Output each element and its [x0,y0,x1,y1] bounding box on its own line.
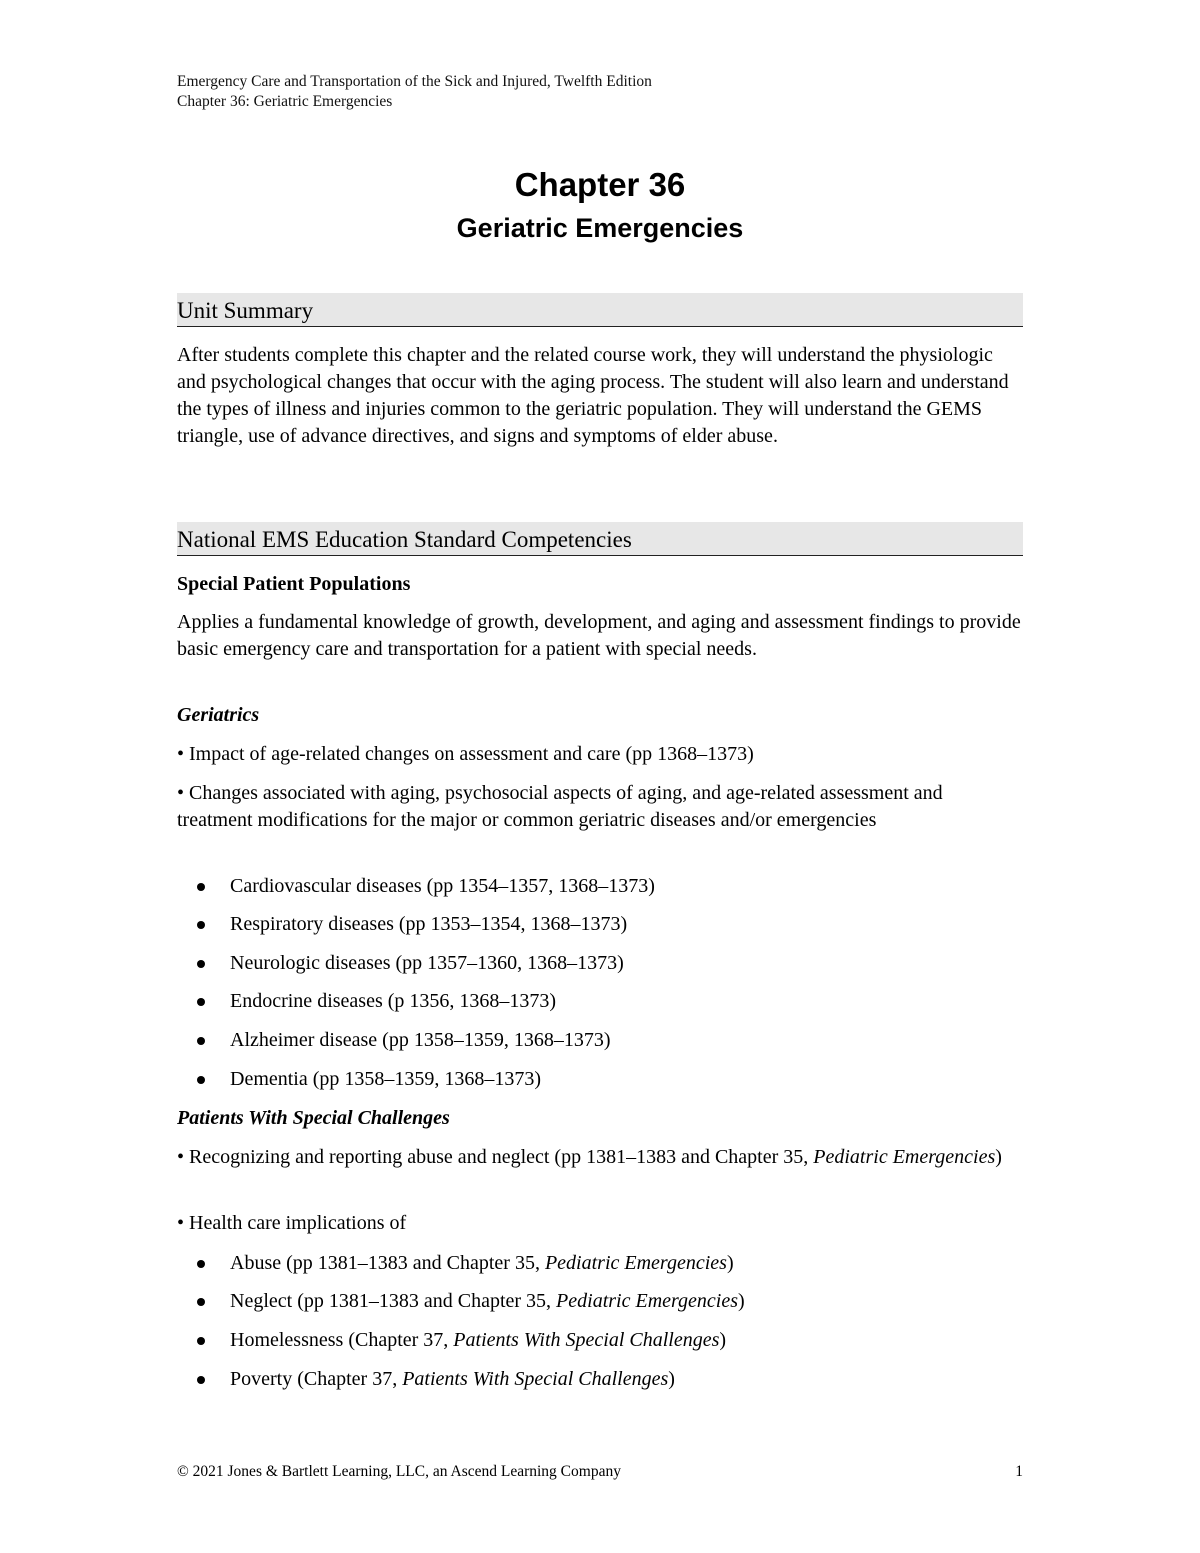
list-item-prefix: Poverty (Chapter 37, [230,1368,403,1390]
header-chapter: Chapter 36: Geriatric Emergencies [177,93,393,110]
list-item-suffix: ) [738,1290,745,1312]
bullet-dot-icon [197,1337,205,1345]
competencies-heading: National EMS Education Standard Competencies [177,522,1023,556]
special-populations-text: Applies a fundamental knowledge of growth, development, and aging and assessment findings to provide basic emergency care and transportation for a patient with special needs. [177,611,1021,660]
list-item-suffix: ) [668,1368,675,1390]
list-item-text [230,1327,726,1354]
bullet-dot-icon [197,883,205,891]
list-item-prefix: Homelessness (Chapter 37, [230,1329,454,1351]
list-item-prefix: Neglect (pp 1381–1383 and Chapter 35, [230,1290,557,1312]
list-item-text: Neurologic diseases (pp 1357–1360, 1368–1373) [230,952,624,974]
list-item-suffix: ) [726,1252,734,1274]
header-book-title: Emergency Care and Transportation of the Sick and Injured, Twelfth Edition [177,73,652,90]
list-item-text: Dementia (pp 1358–1359, 1368–1373) [230,1068,542,1090]
chapter-subtitle: Geriatric Emergencies [456,213,744,243]
special-populations-heading: Special Patient Populations [177,573,411,595]
bullet-dot-icon [197,921,205,929]
challenges-bullet-1-suffix: ) [995,1146,1002,1168]
list-item-text: Endocrine diseases (p 1356, 1368–1373) [230,990,557,1012]
list-item-prefix: Abuse (pp 1381–1383 and Chapter 35, [230,1252,545,1274]
list-item-suffix: ) [719,1329,727,1351]
list-item-italic: Patients With Special Challenges [453,1329,720,1351]
list-item-text: Alzheimer disease (pp 1358–1359, 1368–1373) [230,1029,611,1051]
list-item-text [230,1250,734,1277]
bullet-dot-icon [197,1037,205,1045]
bullet-dot-icon [197,998,205,1006]
document-page [177,0,1023,1553]
list-item-italic: Pediatric Emergencies [556,1290,739,1312]
challenges-bullet-2: • Health care implications of [177,1212,407,1234]
unit-summary-heading: Unit Summary [177,293,1023,327]
geriatrics-bullet-2: • Changes associated with aging, psychosocial aspects of aging, and age-related assessment and treatment modifications for the major or common geriatric diseases and/or emergencies [177,782,943,831]
list-item-italic: Patients With Special Challenges [402,1368,669,1390]
challenges-bullet-1-prefix: • Recognizing and reporting abuse and neglect (pp 1381–1383 and Chapter 35, [177,1146,814,1168]
unit-summary-text: After students complete this chapter and the related course work, they will understand the physiologic and psychological changes that occur with the aging process. The student will also learn and understand the types of illness and injuries common to the geriatric population. They will understand the GEMS triangle, use of advance directives, and signs and symptoms of elder abuse. [177,344,1009,447]
special-challenges-heading: Patients With Special Challenges [177,1107,450,1129]
list-item-text: Respiratory diseases (pp 1353–1354, 1368–1373) [230,913,628,935]
running-header [177,72,652,112]
copyright-notice: © 2021 Jones & Bartlett Learning, LLC, an Ascend Learning Company [177,1463,621,1480]
list-item-text: Cardiovascular diseases (pp 1354–1357, 1368–1373) [230,875,655,897]
list-item-italic: Pediatric Emergencies [544,1252,727,1274]
list-item-text [230,1366,675,1393]
bullet-dot-icon [197,960,205,968]
list-item-text [230,1288,745,1315]
challenges-bullet-1 [177,1144,1023,1171]
page-number: 1 [1015,1463,1023,1480]
geriatrics-heading: Geriatrics [177,704,260,726]
bullet-dot-icon [197,1076,205,1084]
challenges-bullet-1-italic: Pediatric Emergencies [813,1146,996,1168]
geriatrics-bullet-1: • Impact of age-related changes on assessment and care (pp 1368–1373) [177,743,754,765]
title-block [177,162,1023,248]
chapter-title: Chapter 36 [514,166,686,203]
bullet-dot-icon [197,1260,205,1268]
bullet-dot-icon [197,1376,205,1384]
bullet-dot-icon [197,1298,205,1306]
